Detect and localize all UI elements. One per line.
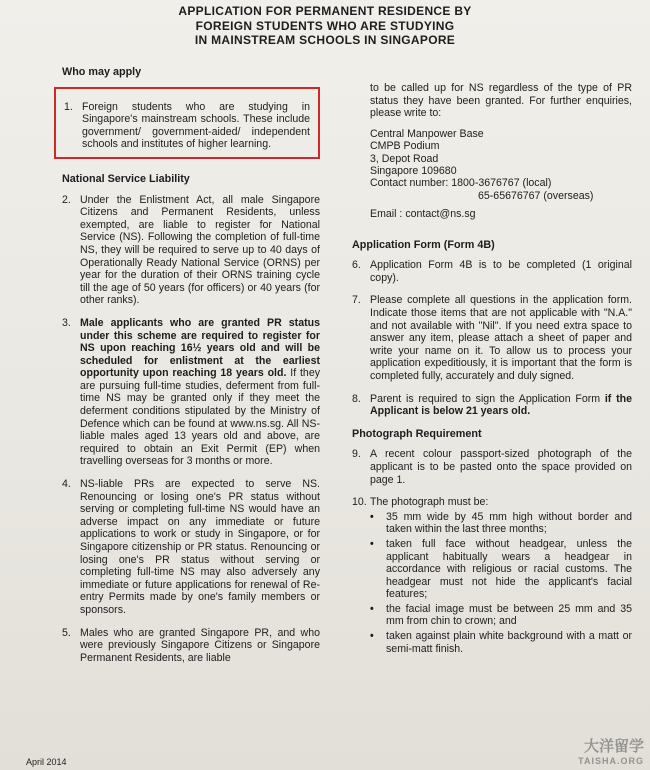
paragraph-6 (352, 259, 632, 284)
paragraph-rest-text: If they are pursuing full-time studies, deferment from full-time NS may be granted only if they meet the deferment conditions stipulated by the Ministry of Defence which can be found at www.ns.sg. All NS-liable males aged 13 years old and above, are required to obtain an Exit Permit (EP) when travelling overseas for 3 months or more. (80, 367, 321, 468)
paragraph-text (80, 317, 320, 468)
highlight-box (54, 87, 320, 159)
title-line-1: APPLICATION FOR PERMANENT RESIDENCE BY (178, 4, 472, 18)
paragraph-text (370, 393, 632, 418)
contact-line: 3, Depot Road (370, 152, 439, 165)
bullet-icon: • (370, 602, 374, 615)
paragraph-number: 8. (352, 392, 361, 405)
paragraph-text: Foreign students who are studying in Singapore's mainstream schools. These include government/ government-aided/ independent schools and institutes of higher learning. (82, 100, 310, 151)
paragraph-text: Males who are granted Singapore PR, and who were previously Singapore Citizens or Singapore Permanent Residents, are liable (80, 626, 320, 664)
paragraph-number: 7. (352, 294, 361, 307)
paragraph-bold-text: if the Applicant is below 21 years old. (370, 392, 632, 418)
watermark-url: TAISHA.ORG (578, 756, 644, 766)
paragraph-number: 4. (62, 478, 71, 491)
paragraph-7 (352, 294, 632, 382)
paragraph-2 (62, 194, 320, 307)
title-line-3: IN MAINSTREAM SCHOOLS IN SINGAPORE (194, 33, 456, 47)
right-column (352, 82, 632, 657)
contact-block (370, 128, 632, 221)
contact-line: Central Manpower Base (370, 127, 484, 140)
paragraph-text: Please complete all questions in the application form. Indicate those items that are not applicable with "N.A." and not available with "Nil". If you need extra space to answer any item, please attach a sheet of paper and write your name on it. To allow us to process your application expeditiously, it is important that the form is completed fully, accurately and duly signed. (370, 294, 632, 382)
continuation-paragraph (352, 82, 632, 120)
contact-line: CMPB Podium (370, 140, 440, 153)
paragraph-number: 5. (62, 626, 71, 639)
list-item: • 35 mm wide by 45 mm high without border and taken within the last three months; (370, 510, 632, 536)
watermark-text: 大洋留学 (583, 738, 644, 755)
paragraph-plain-text: Parent is required to sign the Application Form (370, 392, 605, 405)
paragraph-number: 1. (64, 100, 73, 113)
paragraph-10 (352, 496, 632, 509)
contact-line: 65-65676767 (overseas) (478, 189, 594, 202)
footer-date: April 2014 (26, 757, 67, 767)
paragraph-text: The photograph must be: (370, 496, 489, 509)
paragraph-text: A recent colour passport-sized photograph of the applicant is to be pasted onto the space provided on page 1. (370, 448, 632, 486)
photograph-requirement-heading: Photograph Requirement (352, 427, 482, 440)
watermark (578, 735, 644, 766)
list-item: • the facial image must be between 25 mm and 35 mm from chin to crown; and (370, 602, 632, 628)
contact-email: Email : contact@ns.sg (370, 208, 476, 221)
contact-line: Singapore 109680 (370, 165, 457, 177)
paragraph-text: to be called up for NS regardless of the type of PR status they have been granted. For further enquiries, please write to: (370, 82, 632, 120)
list-item: • taken full face without headgear, unless the applicant habitually wears a headgear in accordance with religious or racial customs. The headgear must not hide the applicant's facial features; (370, 537, 632, 601)
paragraph-number: 9. (352, 448, 361, 461)
left-column (62, 66, 320, 674)
paragraph-8 (352, 393, 632, 418)
paragraph-bold-text: Male applicants who are granted PR status under this scheme are required to register for NS upon reaching 16½ years old and will be scheduled for enlistment at the earliest opportunity upon reaching 18 years old. (80, 316, 320, 380)
photo-requirements-list (370, 511, 632, 656)
paragraph-number: 2. (62, 193, 71, 206)
bullet-icon: • (370, 630, 374, 643)
paragraph-1 (64, 101, 310, 151)
paragraph-text: Application Form 4B is to be completed (1 original copy). (370, 259, 632, 284)
who-may-apply-heading: Who may apply (62, 66, 142, 78)
paragraph-4 (62, 478, 320, 617)
document-title (0, 4, 650, 48)
paragraph-number: 3. (62, 316, 71, 329)
bullet-icon: • (370, 537, 374, 550)
paragraph-number: 6. (352, 259, 361, 272)
paragraph-text: NS-liable PRs are expected to serve NS. Renouncing or losing one's PR status without serving or completing full-time NS would have an adverse impact on any immediate or future applications to work or study in Singapore, or for Singapore citizenship or PR status. Renouncing or losing one's PR status without serving or completing full-time NS may also adversely any immediate or future applications for renewal of Re-entry Permits made by one's family members or sponsors. (80, 478, 320, 616)
ns-liability-heading: National Service Liability (62, 172, 190, 185)
contact-line: Contact number: 1800-3676767 (local) (370, 177, 552, 190)
application-form-heading: Application Form (Form 4B) (352, 238, 495, 251)
paragraph-5 (62, 627, 320, 665)
paragraph-number: 10. (352, 496, 367, 509)
paragraph-3 (62, 317, 320, 468)
list-item: • taken against plain white background with a matt or semi-matt finish. (370, 630, 632, 655)
bullet-icon: • (370, 510, 374, 523)
paragraph-text: Under the Enlistment Act, all male Singapore Citizens and Permanent Residents, unless exempted, are liable to register for National Service (NS). Following the completion of full-time NS, they will be required to serve up to 40 days of Operationally Ready National Service (ORNS) per year for the duration of their ORNS training cycle till the age of 50 years (for officers) or 40 years (for other ranks). (80, 193, 320, 307)
paragraph-9 (352, 448, 632, 486)
title-line-2: FOREIGN STUDENTS WHO ARE STUDYING (195, 18, 455, 33)
